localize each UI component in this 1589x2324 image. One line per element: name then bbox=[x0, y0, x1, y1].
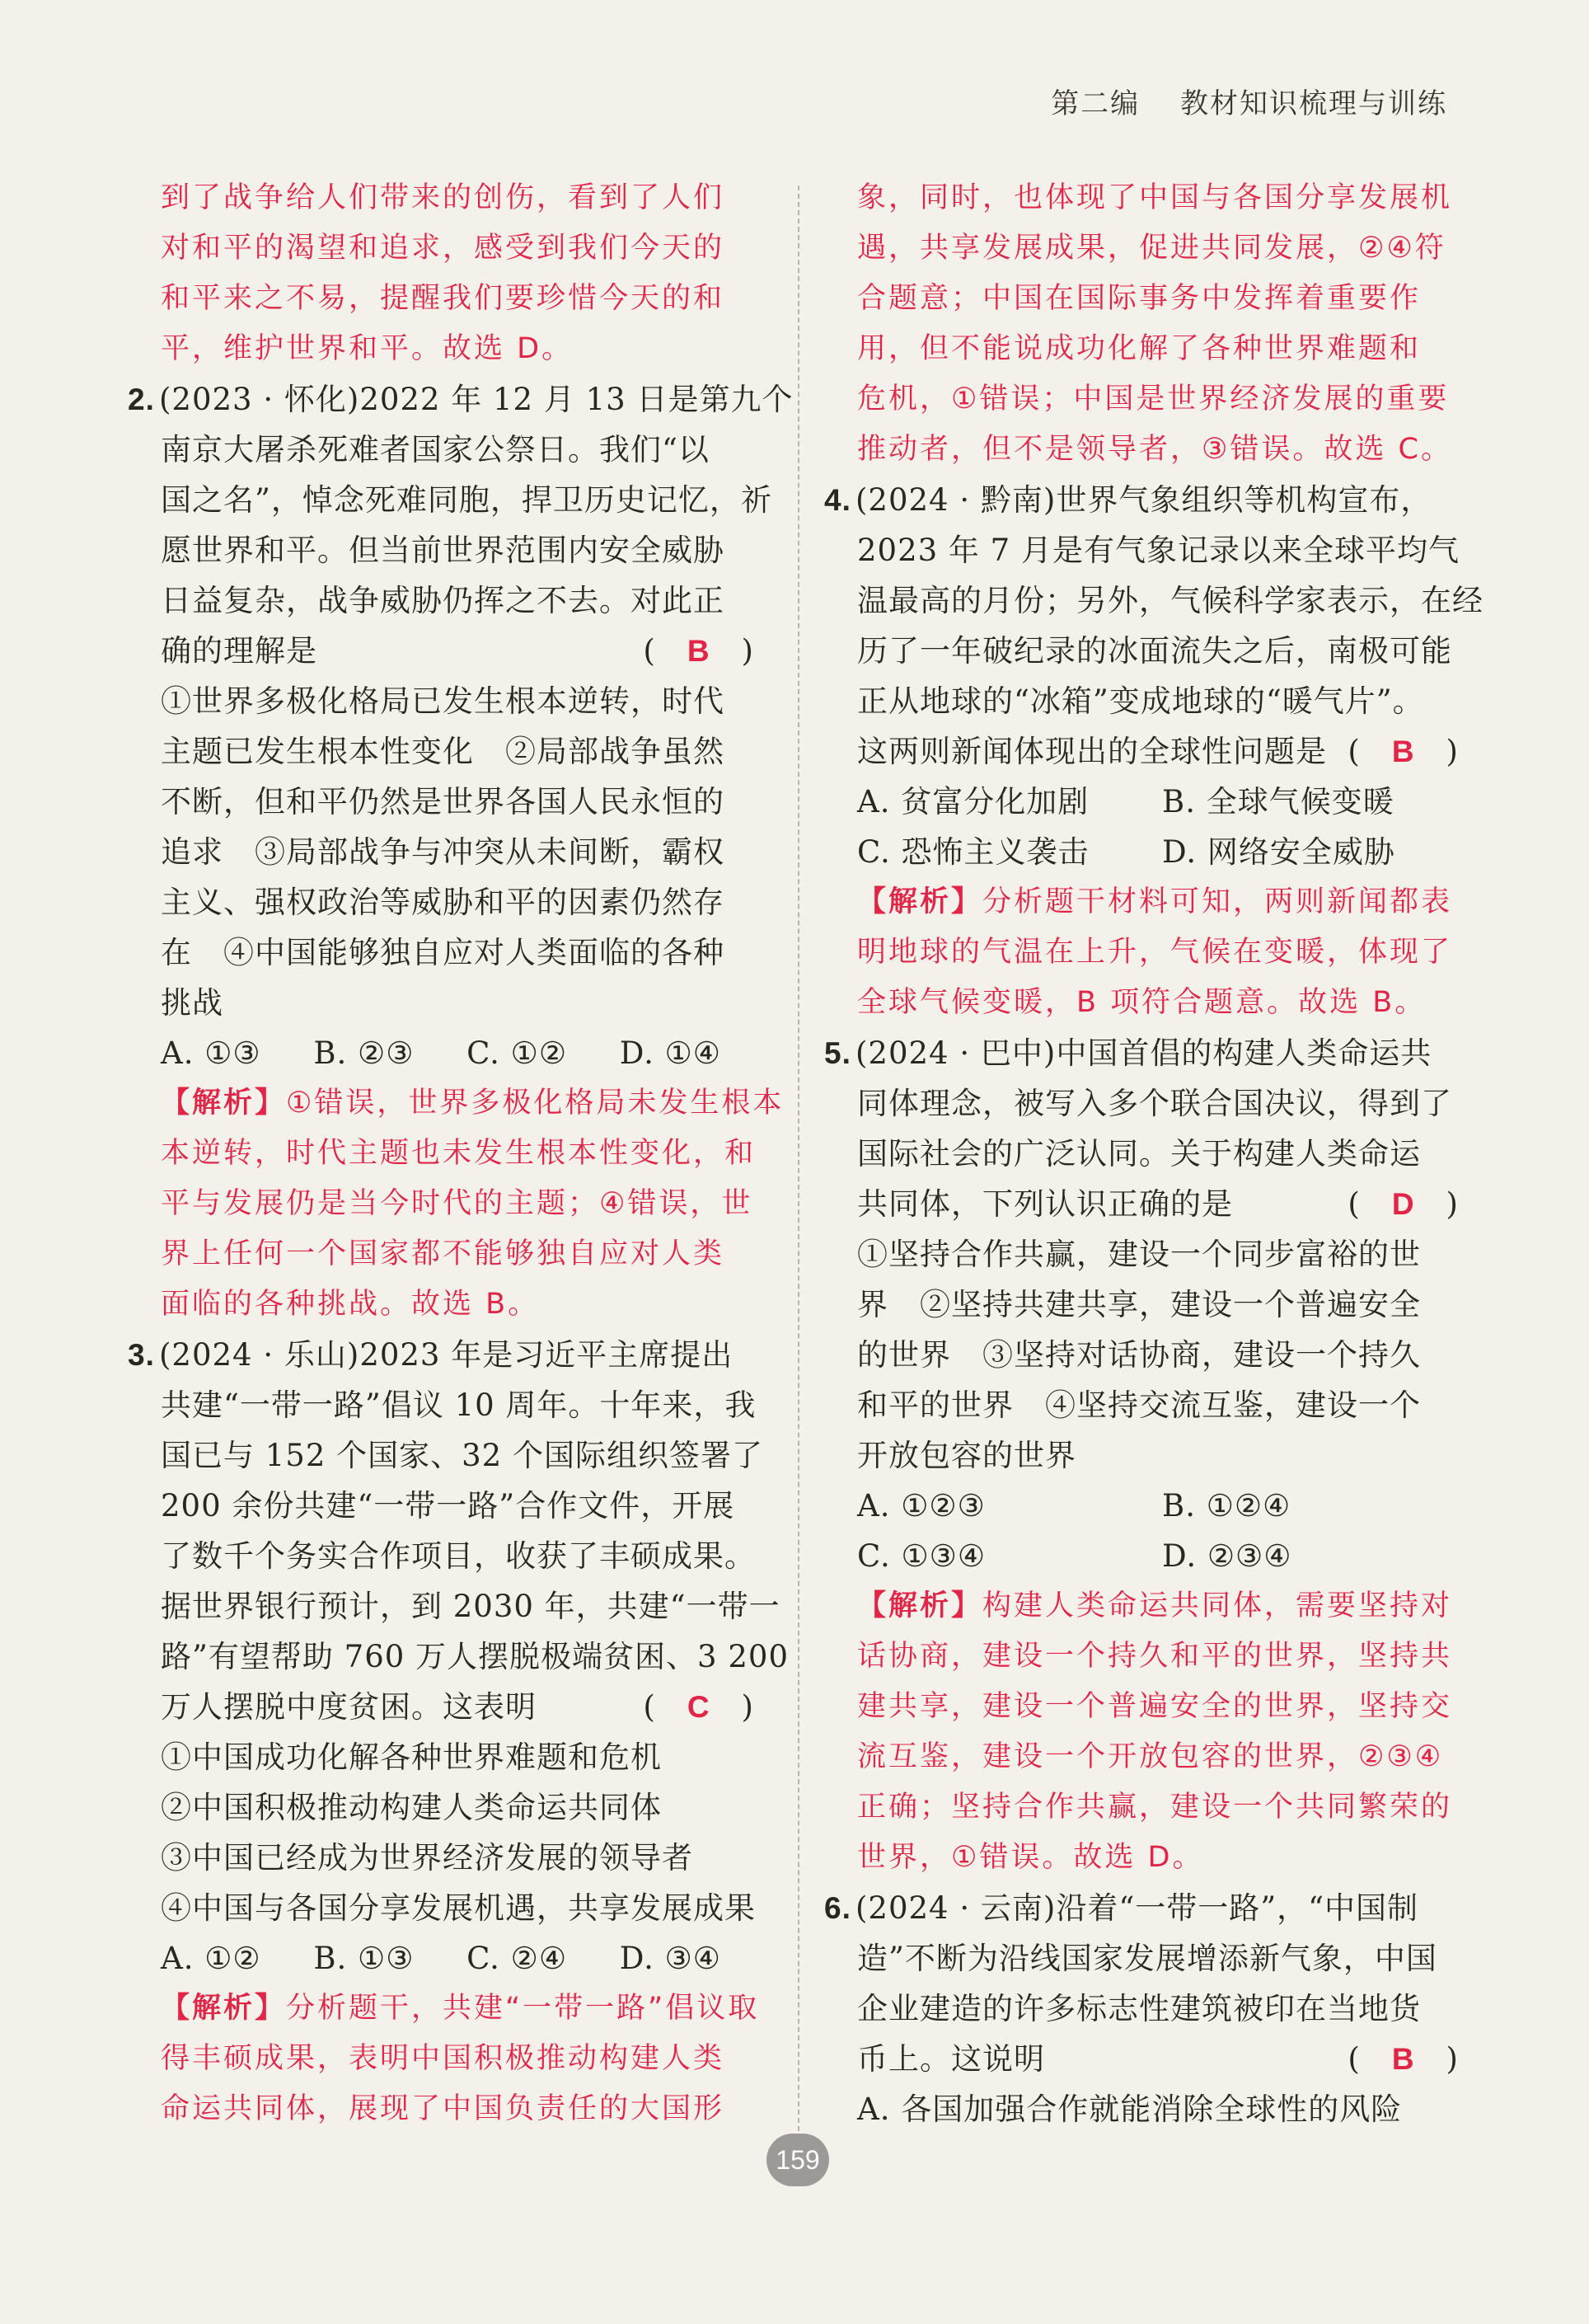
question-stem-line: 了数千个务实合作项目，收获了丰硕成果。 bbox=[161, 1538, 756, 1574]
analysis-line: 本逆转，时代主题也未发生根本性变化，和 bbox=[161, 1137, 757, 1170]
column-divider bbox=[798, 185, 799, 2131]
question-stem-line: 正从地球的“冰箱”变成地球的“暖气片”。 bbox=[857, 683, 1424, 719]
question-stem-line: 温最高的月份；另外，气候科学家表示，在经 bbox=[857, 583, 1484, 618]
analysis-line: 明地球的气温在上升，气候在变暖，体现了 bbox=[857, 936, 1453, 969]
question-stem-line: 共同体，下列认识正确的是 bbox=[857, 1186, 1233, 1222]
answer-line bbox=[857, 1179, 1459, 1229]
question-6 bbox=[824, 1883, 1459, 2134]
analysis-line: 分析题干材料可知，两则新闻都表 bbox=[982, 885, 1453, 918]
question-stem-line: (2024 · 乐山)2023 年是习近平主席提出 bbox=[159, 1337, 734, 1373]
answer-bracket: ( D ) bbox=[1348, 1186, 1459, 1222]
answer-bracket: ( C ) bbox=[643, 1689, 754, 1725]
question-5 bbox=[824, 1028, 1459, 1883]
question-stem-line: (2024 · 云南)沿着“一带一路”，“中国制 bbox=[855, 1890, 1419, 1926]
question-stem-line: 南京大屠杀死难者国家公祭日。我们“以 bbox=[161, 432, 710, 467]
header-title: 教材知识梳理与训练 bbox=[1180, 87, 1447, 120]
question-stem-line: 200 余份共建“一带一路”合作文件，开展 bbox=[161, 1488, 735, 1524]
analysis-line: 全球气候变暖，B 项符合题意。故选 B。 bbox=[857, 986, 1427, 1019]
question-2 bbox=[128, 374, 794, 1330]
answer-bracket: ( B ) bbox=[1348, 734, 1459, 769]
option: C. 恐怖主义袭击 bbox=[857, 834, 1090, 870]
question-stem-line: 造”不断为沿线国家发展增添新气象，中国 bbox=[857, 1941, 1437, 1976]
question-stem-line: 据世界银行预计，到 2030 年，共建“一带一 bbox=[161, 1589, 780, 1624]
statement-line: ②中国积极推动构建人类命运共同体 bbox=[161, 1790, 662, 1825]
options-row bbox=[857, 1531, 1459, 1581]
options-row bbox=[161, 1933, 721, 1984]
option: C. ①② bbox=[466, 1035, 568, 1071]
question-stem-line: 国之名”，悼念死难同胞，捍卫历史记忆，祈 bbox=[161, 482, 772, 518]
option: A. 各国加强合作就能消除全球性的风险 bbox=[857, 2092, 1403, 2127]
option: C. ①③④ bbox=[857, 1538, 987, 1574]
analysis-line: 平与发展仍是当今时代的主题；④错误，世 bbox=[161, 1187, 753, 1220]
question-stem-line: (2024 · 巴中)中国首倡的构建人类命运共 bbox=[855, 1035, 1432, 1071]
question-stem-line: 确的理解是 bbox=[161, 633, 317, 669]
question-stem-line: 这两则新闻体现出的全球性问题是 bbox=[857, 734, 1327, 769]
statement-line: 界 ②坚持共建共享，建设一个普遍安全 bbox=[857, 1287, 1421, 1322]
option: B. ①②④ bbox=[1162, 1488, 1291, 1524]
option: C. ②④ bbox=[466, 1941, 568, 1976]
statement-line: 主题已发生根本性变化 ②局部战争虽然 bbox=[161, 734, 724, 769]
options-row bbox=[161, 1028, 721, 1078]
statement-line: 挑战 bbox=[161, 985, 223, 1021]
explanation-line: 对和平的渴望和追求，感受到我们今天的 bbox=[161, 232, 725, 265]
answer-line bbox=[857, 726, 1459, 777]
answer-bracket: ( B ) bbox=[643, 633, 754, 669]
statement-line: ①坚持合作共赢，建设一个同步富裕的世 bbox=[857, 1237, 1421, 1272]
question-stem-line: (2024 · 黔南)世界气象组织等机构宣布， bbox=[855, 482, 1432, 518]
answer-line bbox=[161, 1682, 754, 1732]
options-row bbox=[857, 777, 1459, 827]
analysis-label: 【解析】 bbox=[161, 1087, 287, 1120]
analysis-line: 面临的各种挑战。故选 B。 bbox=[161, 1288, 540, 1321]
options-row bbox=[857, 1481, 1459, 1531]
analysis-line: ①错误，世界多极化格局未发生根本 bbox=[286, 1087, 785, 1120]
option: B. ②③ bbox=[313, 1035, 415, 1071]
question-stem-line: 愿世界和平。但当前世界范围内安全威胁 bbox=[161, 533, 724, 568]
analysis-line: 世界，①错误。故选 D。 bbox=[857, 1841, 1204, 1874]
explanation-line: 推动者，但不是领导者，③错误。故选 C。 bbox=[857, 433, 1452, 466]
option: A. ①② bbox=[161, 1941, 261, 1976]
analysis-line: 分析题干，共建“一带一路”倡议取 bbox=[286, 1992, 760, 2025]
question-stem-line: 2023 年 7 月是有气象记录以来全球平均气 bbox=[857, 533, 1460, 568]
statement-line: ③中国已经成为世界经济发展的领导者 bbox=[161, 1840, 693, 1876]
option: D. ①④ bbox=[619, 1035, 721, 1071]
option: B. ①③ bbox=[313, 1941, 415, 1976]
analysis-line: 界上任何一个国家都不能够独自应对人类 bbox=[161, 1237, 725, 1270]
explanation-line: 平，维护世界和平。故选 D。 bbox=[161, 332, 574, 365]
analysis-line: 建共享，建设一个普遍安全的世界，坚持交 bbox=[857, 1690, 1453, 1723]
answer-letter: B bbox=[687, 634, 710, 668]
continued-explanation bbox=[161, 173, 754, 374]
answer-line bbox=[857, 2034, 1459, 2084]
analysis-label: 【解析】 bbox=[857, 885, 983, 918]
option: D. ②③④ bbox=[1162, 1538, 1292, 1574]
option: D. 网络安全威胁 bbox=[1162, 834, 1395, 870]
left-column bbox=[128, 173, 794, 2134]
question-4 bbox=[824, 475, 1484, 1028]
option: B. 全球气候变暖 bbox=[1162, 784, 1394, 819]
question-stem-line: (2023 · 怀化)2022 年 12 月 13 日是第九个 bbox=[159, 382, 794, 417]
statement-line: 的世界 ③坚持对话协商，建设一个持久 bbox=[857, 1337, 1421, 1373]
explanation-line: 到了战争给人们带来的创伤，看到了人们 bbox=[161, 181, 725, 214]
statement-line: ①中国成功化解各种世界难题和危机 bbox=[161, 1739, 662, 1775]
statement-line: 主义、强权政治等威胁和平的因素仍然存 bbox=[161, 885, 724, 920]
options-row bbox=[857, 827, 1459, 877]
question-stem-line: 币上。这说明 bbox=[857, 2041, 1045, 2077]
analysis-line: 得丰硕成果，表明中国积极推动构建人类 bbox=[161, 2042, 725, 2075]
right-column bbox=[824, 173, 1484, 2134]
statement-line: 开放包容的世界 bbox=[857, 1438, 1076, 1473]
analysis-label: 【解析】 bbox=[857, 1589, 983, 1622]
question-stem-line: 国已与 152 个国家、32 个国际组织签署了 bbox=[161, 1438, 763, 1473]
question-stem-line: 路”有望帮助 760 万人摆脱极端贫困、3 200 bbox=[161, 1639, 789, 1674]
statement-line: 在 ④中国能够独自应对人类面临的各种 bbox=[161, 935, 724, 970]
explanation-line: 和平来之不易，提醒我们要珍惜今天的和 bbox=[161, 282, 725, 315]
running-header bbox=[1021, 81, 1447, 121]
question-stem-line: 同体理念，被写入多个联合国决议，得到了 bbox=[857, 1086, 1452, 1121]
explanation-line: 合题意；中国在国际事务中发挥着重要作 bbox=[857, 282, 1422, 315]
question-stem-line: 共建“一带一路”倡议 10 周年。十年来，我 bbox=[161, 1387, 757, 1423]
question-number: 2. bbox=[128, 383, 155, 416]
question-number: 6. bbox=[824, 1891, 851, 1925]
statement-line: ①世界多极化格局已发生根本逆转，时代 bbox=[161, 683, 724, 719]
question-stem-line: 历了一年破纪录的冰面流失之后，南极可能 bbox=[857, 633, 1452, 669]
option: D. ③④ bbox=[619, 1941, 721, 1976]
question-number: 4. bbox=[824, 483, 851, 517]
page-number: 159 bbox=[766, 2134, 829, 2186]
analysis-line: 正确；坚持合作共赢，建设一个共同繁荣的 bbox=[857, 1791, 1453, 1824]
analysis-line: 话协商，建设一个持久和平的世界，坚持共 bbox=[857, 1640, 1453, 1673]
analysis-label: 【解析】 bbox=[161, 1992, 287, 2025]
answer-letter: D bbox=[1391, 1187, 1415, 1221]
question-stem-line: 企业建造的许多标志性建筑被印在当地货 bbox=[857, 1991, 1421, 2026]
statement-line: 追求 ③局部战争与冲突从未间断，霸权 bbox=[161, 834, 724, 870]
statement-line: 不断，但和平仍然是世界各国人民永恒的 bbox=[161, 784, 724, 819]
explanation-line: 象，同时，也体现了中国与各国分享发展机 bbox=[857, 181, 1453, 214]
question-stem-line: 国际社会的广泛认同。关于构建人类命运 bbox=[857, 1136, 1421, 1171]
analysis-line: 命运共同体，展现了中国负责任的大国形 bbox=[161, 2092, 725, 2125]
answer-letter: C bbox=[687, 1690, 710, 1724]
answer-line bbox=[161, 626, 754, 676]
question-number: 5. bbox=[824, 1036, 851, 1070]
explanation-line: 遇，共享发展成果，促进共同发展，②④符 bbox=[857, 232, 1446, 265]
question-stem-line: 万人摆脱中度贫困。这表明 bbox=[161, 1689, 537, 1725]
analysis-line: 构建人类命运共同体，需要坚持对 bbox=[982, 1589, 1453, 1622]
option: A. ①②③ bbox=[857, 1488, 986, 1524]
question-stem-line: 日益复杂，战争威胁仍挥之不去。对此正 bbox=[161, 583, 724, 618]
explanation-line: 危机，①错误；中国是世界经济发展的重要 bbox=[857, 383, 1450, 416]
statement-line: ④中国与各国分享发展机遇，共享发展成果 bbox=[161, 1890, 756, 1926]
option: A. ①③ bbox=[161, 1035, 261, 1071]
continued-explanation bbox=[857, 173, 1459, 475]
header-part: 第二编 bbox=[1051, 87, 1141, 120]
statement-line: 和平的世界 ④坚持交流互鉴，建设一个 bbox=[857, 1387, 1421, 1423]
question-3 bbox=[128, 1330, 789, 2134]
answer-bracket: ( B ) bbox=[1348, 2041, 1459, 2077]
analysis-line: 流互鉴，建设一个开放包容的世界，②③④ bbox=[857, 1740, 1444, 1773]
answer-letter: B bbox=[1391, 735, 1415, 768]
explanation-line: 用，但不能说成功化解了各种世界难题和 bbox=[857, 332, 1422, 365]
question-number: 3. bbox=[128, 1338, 155, 1372]
option: A. 贫富分化加剧 bbox=[857, 784, 1090, 819]
answer-letter: B bbox=[1391, 2042, 1415, 2076]
